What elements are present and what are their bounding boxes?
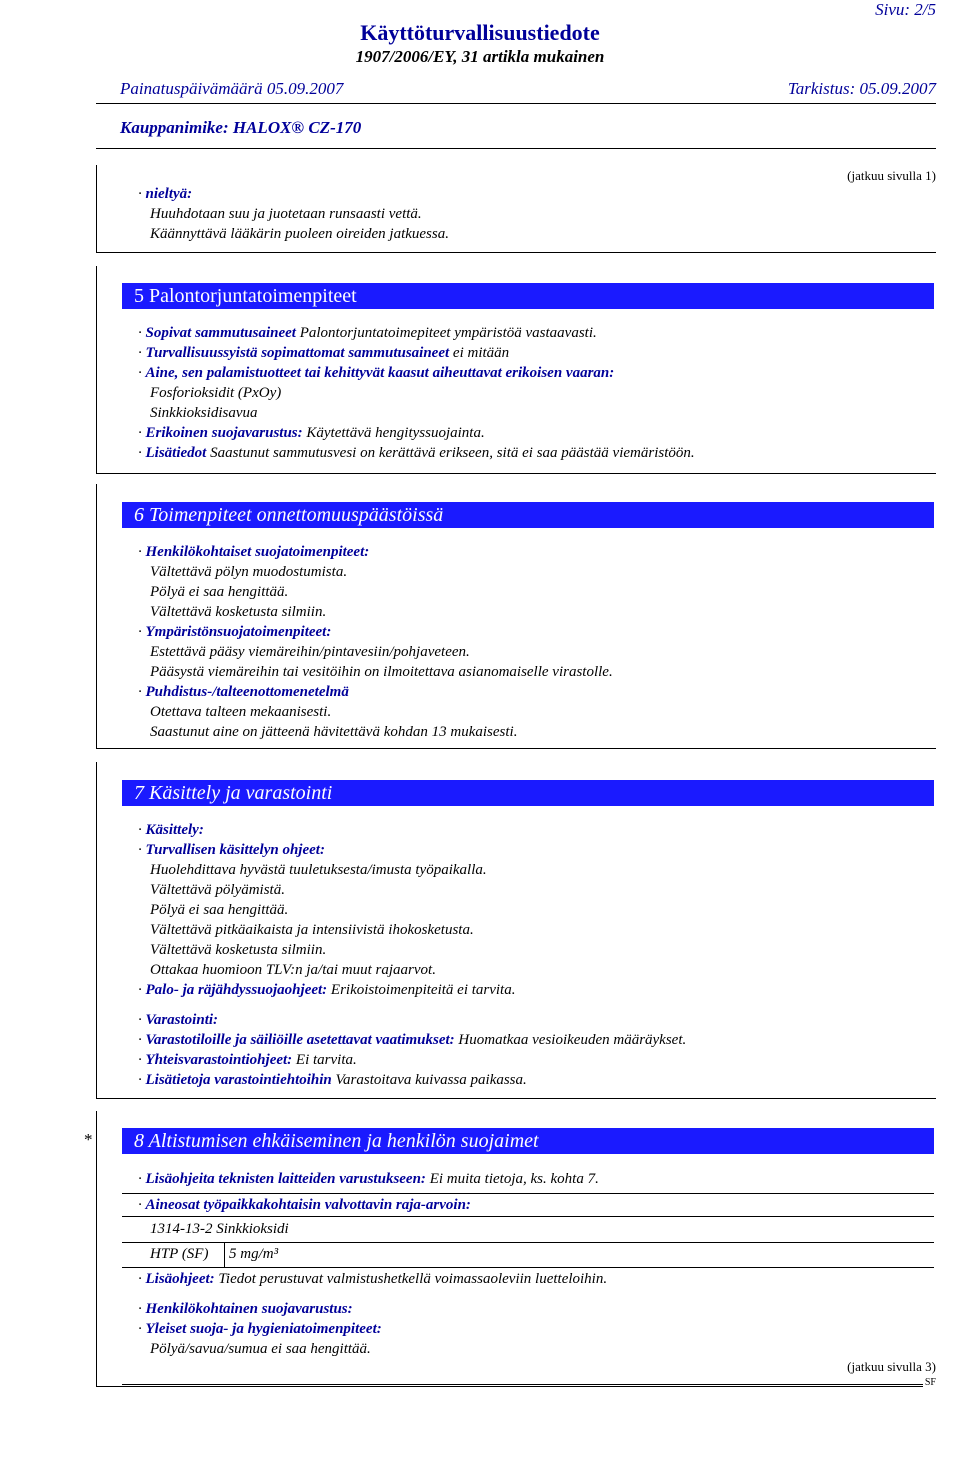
additional-notes-row: · Lisäohjeet: Tiedot perustuvat valmistushetkellä voimassaoleviin luetteloihin. [138,1271,608,1287]
table-divider [122,1242,934,1243]
revision-date: Tarkistus: 05.09.2007 [787,79,936,98]
header-divider [96,103,936,104]
swallowed-label: · nieltyä: [138,186,193,202]
language-code: SF [924,1377,936,1388]
environmental-precautions-row: · Ympäristönsuojatoimenpiteet: [138,624,332,640]
text-line: Estettävä pääsy viemäreihin/pintavesiin/pohjaveteen. [150,644,470,660]
text-line: Otettava talteen mekaanisesti. [150,704,332,720]
handling-row: · Käsittely: [138,822,204,838]
hygiene-measures-row: · Yleiset suoja- ja hygieniatoimenpiteet: [138,1321,382,1337]
page-number: Sivu: 2/5 [875,0,936,19]
unsuitable-extinguishing-row: · Turvallisuussyistä sopimattomat sammutusaineet ei mitään [138,345,510,361]
text-line: Saastunut aine on jätteenä hävitettävä kohdan 13 mukaisesti. [150,724,518,740]
substance-name: 1314-13-2 Sinkkioksidi [150,1221,289,1237]
section-7-title: 7 Käsittely ja varastointi [122,780,934,806]
text-line: Käännyttävä lääkärin puoleen oireiden jatkuessa. [150,226,449,242]
text-line: Ottakaa huomioon TLV:n ja/tai muut rajaarvot. [150,962,436,978]
continued-to-label: (jatkuu sivulla 3) [847,1359,936,1374]
footer-rule [122,1384,934,1385]
table-bottom-border [122,1267,934,1268]
text-line: Vältettävä kosketusta silmiin. [150,604,327,620]
limit-value: 5 mg/m³ [229,1246,279,1262]
text-line: Sinkkioksidisavua [150,405,258,421]
text-line: Pölyä/savua/sumua ei saa hengittää. [150,1341,371,1357]
text-line: Huuhdotaan suu ja juotetaan runsaasti vettä. [150,206,422,222]
suitable-extinguishing-row: · Sopivat sammutusaineet Palontorjuntatoimepiteet ympäristöä vastaavasti. [138,325,597,341]
protective-equipment-row: · Erikoinen suojavarustus: Käytettävä hengityssuojainta. [138,425,485,441]
text-line: Pääsystä viemäreihin tai vesitöihin on ilmoitettava asianomaiselle virastolle. [150,664,613,680]
document-title: Käyttöturvallisuustiedote [360,20,600,45]
limit-type: HTP (SF) [150,1246,209,1262]
table-top-border [122,1193,934,1194]
cleanup-method-row: · Puhdistus-/talteenottomenetelmä [138,684,349,700]
print-date: Painatuspäivämäärä 05.09.2007 [120,79,344,98]
text-line: Huolehdittava hyvästä tuuletuksesta/imusta työpaikalla. [150,862,487,878]
text-line: Vältettävä kosketusta silmiin. [150,942,327,958]
section-8-title: 8 Altistumisen ehkäiseminen ja henkilön suojaimet [122,1128,934,1154]
continued-from-label: (jatkuu sivulla 1) [847,168,936,183]
storage-info-row: · Lisätietoja varastointiehtoihin Varastoitava kuivassa paikassa. [138,1072,527,1088]
text-line: Vältettävä pölyn muodostumista. [150,564,348,580]
exposure-limits-row: · Aineosat työpaikkakohtaisin valvottavin raja-arvoin: [138,1197,471,1213]
additional-info-row: · Lisätiedot Saastunut sammutusvesi on kerättävä erikseen, sitä ei saa päästää viemäristöön. [138,445,695,461]
regulation-subtitle: 1907/2006/EY, 31 artikla mukainen [355,47,605,66]
trade-name: Kauppanimike: HALOX® CZ-170 [120,118,362,137]
text-line: Vältettävä pitkäaikaista ja intensiivistä ihokosketusta. [150,922,474,938]
storage-requirements-row: · Varastotiloille ja säiliöille asetettavat vaatimukset: Huomatkaa vesioikeuden määräykset. [138,1032,687,1048]
table-divider [122,1216,934,1217]
fire-protection-row: · Palo- ja räjähdyssuojaohjeet: Erikoistoimenpiteitä ei tarvita. [138,982,516,998]
revision-asterisk: * [84,1130,93,1149]
safe-handling-row: · Turvallisen käsittelyn ohjeet: [138,842,325,858]
text-line: Fosforioksidit (PxOy) [150,385,282,401]
section-6-title: 6 Toimenpiteet onnettomuuspäästöissä [122,502,934,528]
special-hazards-row: · Aine, sen palamistuotteet tai kehittyvät kaasut aiheuttavat erikoisen vaaran: [138,365,615,381]
section-5-title: 5 Palontorjuntatoimenpiteet [122,283,934,309]
text-line: Pölyä ei saa hengittää. [150,584,289,600]
co-storage-row: · Yhteisvarastointiohjeet: Ei tarvita. [138,1052,357,1068]
technical-measures-row: · Lisäohjeita teknisten laitteiden varustukseen: Ei muita tietoja, ks. kohta 7. [138,1171,599,1187]
trade-name-divider [96,148,936,149]
storage-row: · Varastointi: [138,1012,219,1028]
table-cell-divider [224,1243,225,1267]
text-line: Pölyä ei saa hengittää. [150,902,289,918]
personal-precautions-row: · Henkilökohtaiset suojatoimenpiteet: [138,544,370,560]
text-line: Vältettävä pölyämistä. [150,882,285,898]
personal-protection-row: · Henkilökohtainen suojavarustus: [138,1301,353,1317]
